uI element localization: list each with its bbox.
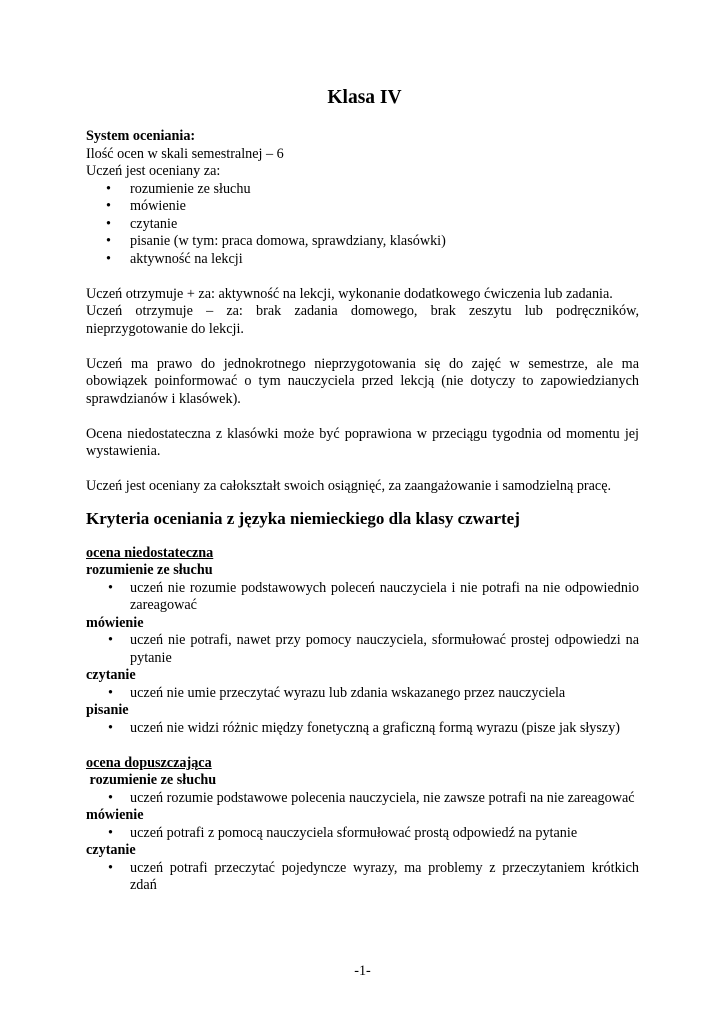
graded-for-line: Uczeń jest oceniany za:: [86, 163, 221, 179]
bullet-icon: •: [106, 198, 111, 214]
bullet-icon: •: [108, 632, 113, 648]
list-item: • czytanie: [106, 215, 178, 232]
bullet-icon: •: [108, 789, 113, 806]
graded-areas-list: [86, 181, 639, 269]
list-item: • uczeń nie rozumie podstawowych poleceń nauczyciela i nie potrafi na nie odpowiednio zareagować: [108, 579, 639, 613]
list-item: • aktywność na lekcji: [106, 250, 243, 267]
minus-paragraph: Uczeń otrzymuje – za: brak zadania domowego, brak zeszytu lub podręczników, nieprzygotowanie do lekcji.: [86, 303, 639, 337]
grade-count-line: Ilość ocen w skali semestralnej – 6: [86, 145, 284, 162]
list-item: • uczeń nie potrafi, nawet przy pomocy nauczyciela, sformułować prostej odpowiedzi na pytanie: [108, 632, 639, 666]
page-title: Klasa IV: [327, 87, 402, 108]
skill-label: mówienie: [86, 807, 144, 823]
list-item: • uczeń potrafi przeczytać pojedyncze wyrazy, ma problemy z przeczytaniem krótkich zdań: [108, 859, 639, 893]
skill-list: [86, 685, 639, 703]
grade-heading: ocena dopuszczająca: [86, 754, 212, 771]
skill-label: czytanie: [86, 667, 136, 683]
skill-label: mówienie: [86, 614, 144, 631]
criteria-heading: Kryteria oceniania z języka niemieckiego dla klasy czwartej: [86, 508, 520, 528]
overall-paragraph: Uczeń jest oceniany za całokształt swoich osiągnięć, za zaangażowanie i samodzielną pracę.: [86, 478, 612, 494]
page-content: [86, 86, 639, 895]
list-item: • pisanie (w tym: praca domowa, sprawdziany, klasówki): [106, 233, 446, 249]
list-item: • uczeń potrafi z pomocą nauczyciela sformułować prostą odpowiedź na pytanie: [108, 824, 578, 841]
bullet-icon: •: [108, 719, 113, 736]
system-heading: System oceniania:: [86, 128, 196, 144]
skill-label: rozumienie ze słuchu: [86, 562, 213, 578]
skill-label: czytanie: [86, 842, 136, 858]
skill-label: rozumienie ze słuchu: [86, 772, 217, 788]
list-item: • rozumienie ze słuchu: [106, 180, 251, 197]
skill-list: [86, 632, 639, 667]
list-item: • uczeń nie widzi różnic między fonetyczną a graficzną formą wyrazu (pisze jak słyszy): [108, 719, 621, 736]
bullet-icon: •: [106, 250, 111, 267]
bullet-icon: •: [108, 859, 113, 876]
skill-label: pisanie: [86, 702, 129, 718]
skill-list: [86, 580, 639, 615]
list-item: • uczeń nie umie przeczytać wyrazu lub zdania wskazanego przez nauczyciela: [108, 684, 566, 701]
page-number: -1-: [354, 963, 371, 979]
list-item: • mówienie: [106, 198, 186, 214]
skill-list: [86, 790, 639, 808]
skill-list: [86, 825, 639, 843]
unprepared-paragraph: Uczeń ma prawo do jednokrotnego nieprzygotowania się do zajęć w semestrze, ale ma obowiązek poinformować o tym nauczyciela przed lekcją (nie dotyczy to zapowiedzianych sprawdzianów i klasówek).: [86, 355, 639, 407]
skill-list: [86, 720, 639, 738]
grade-heading: ocena niedostateczna: [86, 544, 214, 561]
bullet-icon: •: [106, 215, 111, 232]
bullet-icon: •: [108, 684, 113, 701]
bullet-icon: •: [106, 180, 111, 197]
bullet-icon: •: [108, 579, 113, 596]
skill-list: [86, 860, 639, 895]
bullet-icon: •: [108, 824, 113, 841]
list-item: • uczeń rozumie podstawowe polecenia nauczyciela, nie zawsze potrafi na nie zareagować: [108, 789, 635, 806]
bullet-icon: •: [106, 233, 111, 249]
correction-paragraph: Ocena niedostateczna z klasówki może być poprawiona w przeciągu tygodnia od momentu jej wystawienia.: [86, 425, 639, 459]
plus-paragraph: Uczeń otrzymuje + za: aktywność na lekcji, wykonanie dodatkowego ćwiczenia lub zadania.: [86, 285, 613, 302]
